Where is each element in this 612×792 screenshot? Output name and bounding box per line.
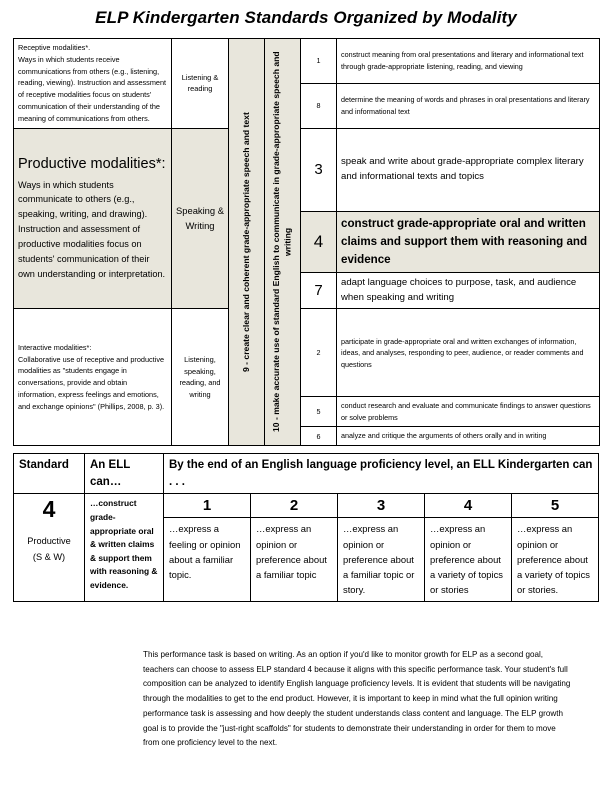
standard-label-productive: Productive (27, 535, 71, 546)
can-do-cell-2: …express an opinion or preference about a familiar topic (251, 518, 338, 601)
vertical-column-9 (229, 39, 265, 446)
standard-number: 3 (301, 128, 337, 211)
receptive-heading: Receptive modalities*. (18, 43, 91, 52)
can-do-cell-1: …express a feeling or opinion about a familiar topic. (164, 518, 251, 601)
standard-text: construct grade-appropriate oral and written claims and support them with reasoning and evidence (337, 211, 600, 273)
header-ell-can: An ELL can… (85, 454, 164, 494)
page-title: ELP Kindergarten Standards Organized by Modality (95, 8, 517, 27)
modality-matrix-table (13, 38, 600, 446)
standard-number: 7 (301, 273, 337, 309)
standard-number: 4 (301, 211, 337, 273)
table-row (14, 309, 600, 397)
level-number-3: 3 (338, 494, 425, 518)
standard-text: determine the meaning of words and phrases in oral presentations and literary and informational text (337, 83, 600, 128)
table-row (14, 128, 600, 211)
standard-text: construct meaning from oral presentations and literary and informational text through grade-appropriate listening, reading, and viewing (337, 39, 600, 84)
standard-text: participate in grade-appropriate oral and written exchanges of information, ideas, and analyses, responding to peer, audience, or reader comments and questions (337, 309, 600, 397)
level-number-2: 2 (251, 494, 338, 518)
standard-number: 5 (301, 397, 337, 427)
standard-text: conduct research and evaluate and communicate findings to answer questions or solve problems (337, 397, 600, 427)
interactive-heading: Interactive modalities*: (18, 342, 92, 352)
footnote-paragraph: This performance task is based on writing. As an option if you'd like to monitor growth for ELP as a second goal, teachers can choose to assess ELP standard 4 because it aligns with this specific performance task. Your student's full composition can be analyzed to identify English language proficiency levels. It is evident that students will be navigating through the modalities to get to the end product. However, it is important to keep in mind what the full opinion writing performance task is assessing and how deeply the student understands class content and language. The ELP growth goal is to provide the "just-right scaffolds" for students to demonstrate their understanding in order for them to move from one proficiency level to the next. (143, 650, 571, 748)
standard-number: 1 (301, 39, 337, 84)
standard-number: 8 (301, 83, 337, 128)
standard-text: speak and write about grade-appropriate complex literary and informational texts and topics (337, 128, 600, 211)
can-do-cell-3: …express an opinion or preference about a familiar topic or story. (338, 518, 425, 601)
table-row (14, 494, 599, 518)
interactive-modalities-label: Listening, speaking, reading, and writing (172, 309, 229, 446)
vertical-column-10 (265, 39, 301, 446)
can-do-cell-4: …express an opinion or preference about a variety of topics or stories (425, 518, 512, 601)
standard-number: 6 (301, 427, 337, 446)
productive-heading: Productive modalities*: (18, 156, 166, 173)
header-standard: Standard (14, 454, 85, 494)
standard-text: adapt language choices to purpose, task, and audience when speaking and writing (337, 273, 600, 309)
productive-modalities-cell (14, 128, 172, 309)
table-header-row (14, 454, 599, 494)
productive-body: Ways in which students communicate to others (e.g., speaking, writing, and drawing). Instruction and assessment of productive modalities focus on students' communication of their own understanding or interpretation. (18, 179, 166, 280)
interactive-body: Collaborative use of receptive and productive modalities as "students engage in conversations, provide and obtain information, express feelings and emotions, and exchange opinions" (Phillips, 2008, p. 3). (18, 354, 165, 411)
table-row (14, 39, 600, 84)
ell-can-cell: …construct grade-appropriate oral & written claims & support them with reasoning & evidence. (85, 494, 164, 601)
receptive-modalities-cell (14, 39, 172, 129)
vertical-label-10: 10 - make accurate use of standard English to communicate in grade-appropriate speech and writing (270, 51, 293, 433)
productive-modalities-label: Speaking & Writing (172, 128, 229, 309)
level-number-1: 1 (164, 494, 251, 518)
vertical-label-9: 9 - create clear and coherent grade-appropriate speech and text (240, 112, 251, 372)
can-do-cell-5: …express an opinion or preference about a variety of topics or stories. (512, 518, 599, 601)
header-levels: By the end of an English language proficiency level, an ELL Kindergarten can . . . (164, 454, 599, 494)
level-number-4: 4 (425, 494, 512, 518)
interactive-modalities-cell (14, 309, 172, 446)
standard-number: 2 (301, 309, 337, 397)
receptive-modalities-label: Listening & reading (172, 39, 229, 129)
level-number-5: 5 (512, 494, 599, 518)
standard-4-cell (14, 494, 85, 601)
standard-label-sw: (S & W) (32, 552, 66, 563)
standard-number-big: 4 (42, 496, 56, 523)
proficiency-table (13, 453, 599, 602)
receptive-body: Ways in which students receive communications from others (e.g., listening, reading, viewing). Instruction and assessment of receptive modalities focus on students' communication of their understanding of the meaning of communications from others. (18, 54, 167, 123)
standard-text: analyze and critique the arguments of others orally and in writing (337, 427, 600, 446)
